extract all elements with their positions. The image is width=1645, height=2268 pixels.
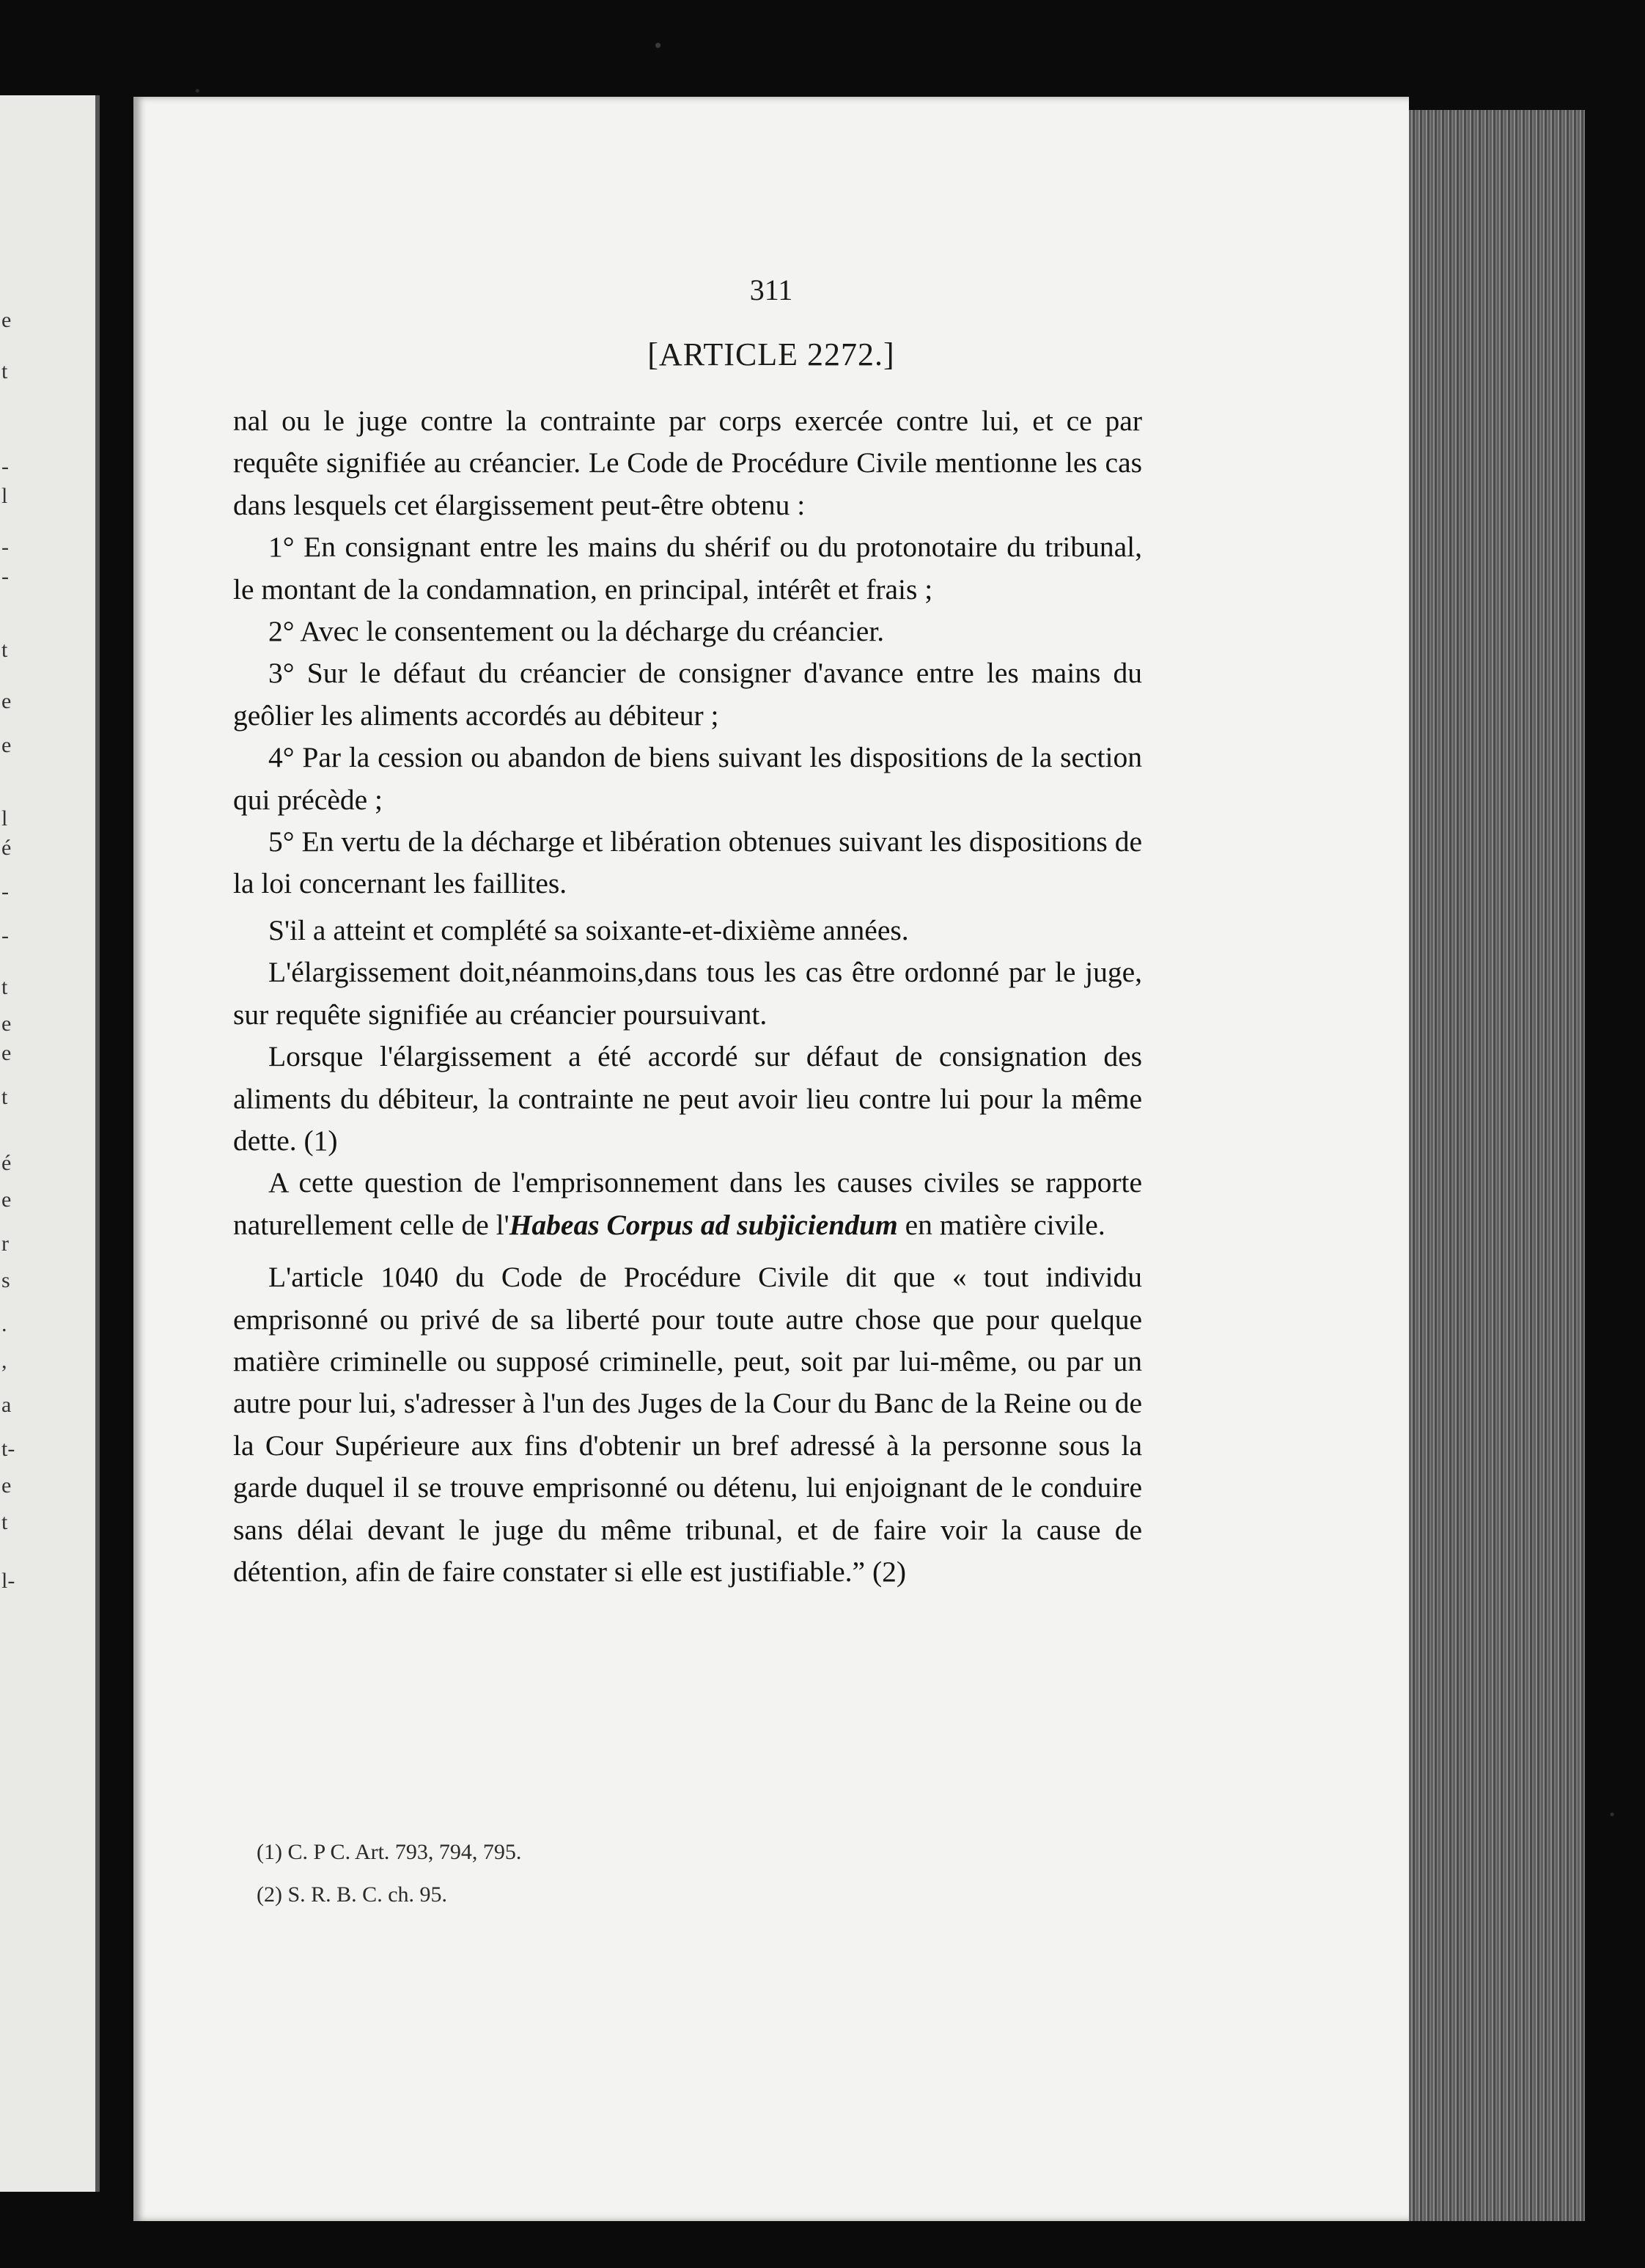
footnote: (2) S. R. B. C. ch. 95. — [257, 1882, 448, 1907]
body-text — [233, 400, 1142, 1593]
left-page-edge-letter: s — [1, 1268, 10, 1292]
left-page-edge-letter: t — [1, 975, 8, 999]
left-page-edge-letter: t — [1, 1085, 8, 1109]
left-page-edge-letter: é — [1, 836, 12, 860]
paragraph: L'article 1040 du Code de Procédure Civile dit que « tout individu emprisonné ou privé de sa liberté pour toute autre chose que pour quelque matière criminelle ou supposé criminelle, peut, soit par lui-même, ou par un autre pour lui, s'adresser à l'un des Juges de la Cour du Banc de la Reine ou de la Cour Supérieure aux fins d'obtenir un bref adressé à la personne sous la garde duquel il se trouve emprisonné ou détenu, lui enjoignant de le conduire sans délai devant le juge du même tribunal, et de faire voir la cause de détention, afin de faire constater si elle est justifiable.” (2) — [233, 1261, 1142, 1588]
left-page-edge-letter: e — [1, 308, 12, 332]
list-item: 2° Avec le consentement ou la décharge du créancier. — [268, 615, 885, 648]
left-page-edge-letter: e — [1, 1012, 12, 1036]
list-item: 5° En vertu de la décharge et libération obtenues suivant les dispositions de la loi concernant les faillites. — [233, 825, 1142, 900]
paragraph: Lorsque l'élargissement a été accordé sur défaut de consignation des aliments du débiteur, la contrainte ne peut avoir lieu contre lui pour la même dette. (1) — [233, 1040, 1142, 1157]
left-page-edge-letter: , — [1, 1349, 7, 1373]
list-item: 3° Sur le défaut du créancier de consigner d'avance entre les mains du geôlier les aliments accordés au débiteur ; — [233, 657, 1142, 732]
left-page-edge-letter: - — [1, 924, 9, 948]
italic-term: Habeas Corpus ad subjiciendum — [509, 1208, 898, 1241]
left-facing-page — [0, 95, 100, 2192]
left-page-edge-letter: - — [1, 880, 9, 904]
left-page-edge-letter: t- — [1, 1437, 15, 1461]
footnote: (1) C. P C. Art. 793, 794, 795. — [257, 1840, 522, 1864]
left-page-edge-letter: - — [1, 454, 9, 479]
left-page-edge-letter: l — [1, 484, 8, 508]
left-page-edge-letter: t — [1, 359, 8, 383]
paragraph: nal ou le juge contre la contrainte par corps exercée contre lui, et ce par requête signifiée au créancier. Le Code de Procédure Civile mentionne les cas dans lesquels cet élargissement peut-être obtenu : — [233, 405, 1142, 521]
list-item: 1° En consignant entre les mains du shérif ou du protonotaire du tribunal, le montant de la condamnation, en principal, intérêt et frais ; — [233, 531, 1142, 605]
left-page-edge-letter: e — [1, 689, 12, 713]
paragraph — [233, 1162, 1142, 1246]
left-page-edge-letter: t — [1, 1510, 8, 1534]
paragraph: S'il a atteint et complété sa soixante-et-dixième années. — [268, 913, 909, 946]
list-item: 4° Par la cession ou abandon de biens suivant les dispositions de la section qui précède ; — [233, 741, 1142, 816]
page-number: 311 — [749, 273, 793, 306]
left-page-edge-letter: t — [1, 638, 8, 662]
paragraph: L'élargissement doit,néanmoins,dans tous les cas être ordonné par le juge, sur requête signifiée au créancier poursuivant. — [233, 956, 1142, 1031]
paragraph-text: A cette question de l'emprisonnement dans les causes civiles se rapporte naturellement celle de l' — [233, 1166, 1142, 1241]
left-page-edge-letter: - — [1, 564, 9, 589]
left-page-edge-letter: e — [1, 1473, 12, 1498]
left-page-edge-letter: r — [1, 1231, 9, 1256]
left-page-edge-letter: - — [1, 535, 9, 559]
article-heading: [ARTICLE 2272.] — [647, 336, 895, 372]
left-page-edge-letter: e — [1, 1188, 12, 1212]
left-page-edge-letter: . — [1, 1312, 7, 1336]
left-page-edge-letter: e — [1, 733, 12, 757]
left-page-edge-letter: l — [1, 806, 8, 831]
paragraph-text: en matière civile. — [897, 1208, 1105, 1241]
left-page-edge-letter: e — [1, 1041, 12, 1065]
left-page-edge-letter: é — [1, 1151, 12, 1175]
footnotes — [257, 1831, 916, 1916]
left-page-edge-letter: a — [1, 1393, 12, 1417]
left-page-edge-letter: l- — [1, 1569, 15, 1593]
page-edges — [1409, 110, 1585, 2221]
